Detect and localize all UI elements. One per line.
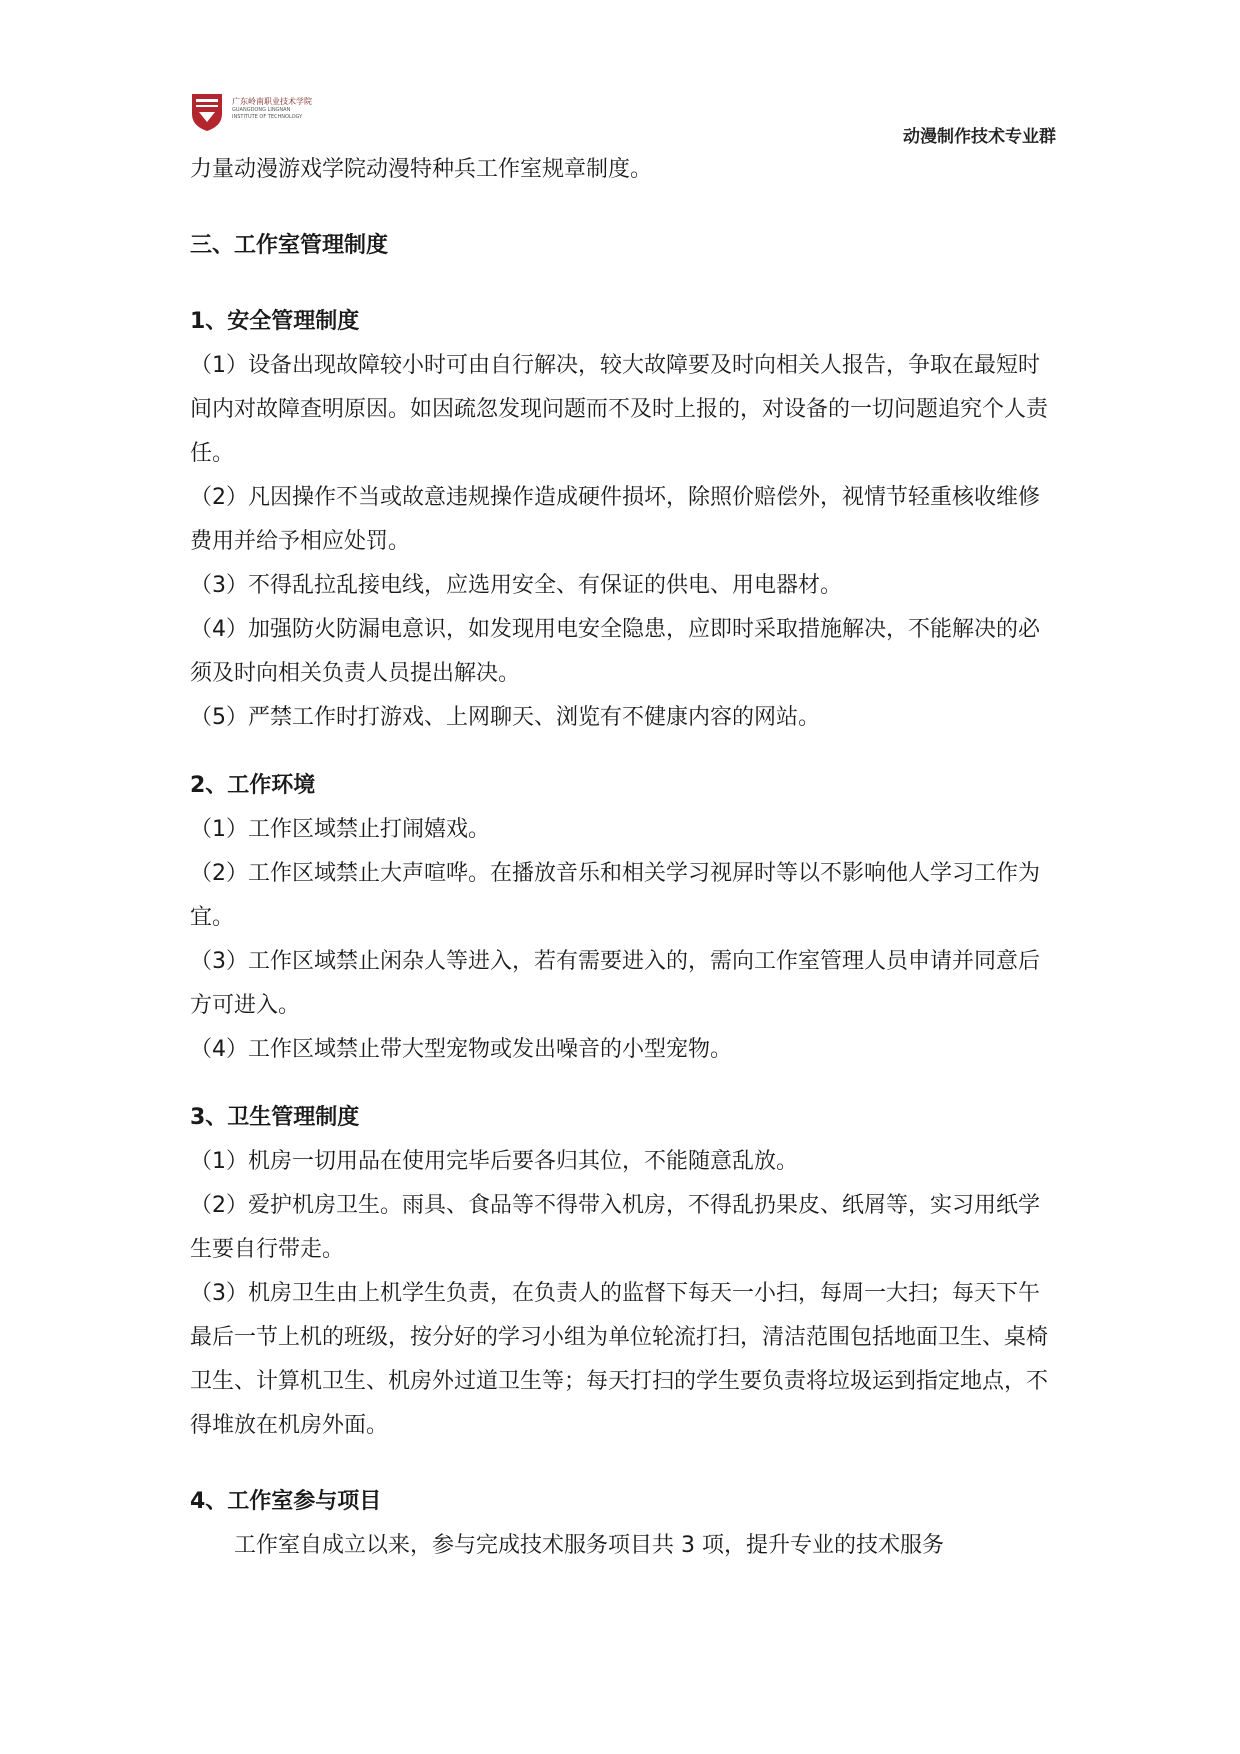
list-item: （4）加强防火防漏电意识，如发现用电安全隐患，应即时采取措施解决，不能解决的必须及时向相关负责人员提出解决。: [190, 617, 1040, 686]
list-item: （3）机房卫生由上机学生负责，在负责人的监督下每天一小扫，每周一大扫；每天下午最后一节上机的班级，按分好的学习小组为单位轮流打扫，清洁范围包括地面卫生、桌椅卫生、计算机卫生、机房外过道卫生等；每天打扫的学生要负责将垃圾运到指定地点，不得堆放在机房外面。: [190, 1281, 1049, 1438]
list-item: （2）工作区域禁止大声喧哗。在播放音乐和相关学习视屏时等以不影响他人学习工作为宜。: [190, 861, 1040, 930]
list-item: （3）不得乱拉乱接电线，应选用安全、有保证的供电、用电器材。: [190, 573, 842, 598]
shield-logo-icon: [190, 92, 224, 132]
subsection-heading-hygiene: 3、卫生管理制度: [190, 1105, 360, 1130]
section-heading: 三、工作室管理制度: [190, 233, 389, 258]
list-item: （1）设备出现故障较小时可由自行解决，较大故障要及时向相关人报告，争取在最短时间内对故障查明原因。如因疏忽发现问题而不及时上报的，对设备的一切问题追究个人责任。: [190, 353, 1049, 466]
school-logo: [190, 92, 330, 132]
subsection-heading-environment: 2、工作环境: [190, 773, 316, 798]
list-item: （5）严禁工作时打游戏、上网聊天、浏览有不健康内容的网站。: [190, 705, 820, 730]
logo-english-name: GUANGDONG LINGNAN INSTITUTE OF TECHNOLOGY: [232, 107, 303, 120]
list-item: （4）工作区域禁止带大型宠物或发出噪音的小型宠物。: [190, 1037, 732, 1062]
paragraph: 工作室自成立以来，参与完成技术服务项目共 3 项，提升专业的技术服务: [234, 1533, 944, 1558]
document-body: [190, 148, 1060, 1568]
intro-line: 力量动漫游戏学院动漫特种兵工作室规章制度。: [190, 157, 653, 182]
list-item: （1）工作区域禁止打闹嬉戏。: [190, 817, 490, 842]
list-item: （1）机房一切用品在使用完毕后要各归其位，不能随意乱放。: [190, 1149, 798, 1174]
list-item: （2）爱护机房卫生。雨具、食品等不得带入机房，不得乱扔果皮、纸屑等，实习用纸学生要自行带走。: [190, 1193, 1040, 1262]
subsection-heading-safety: 1、安全管理制度: [190, 309, 360, 334]
list-item: （3）工作区域禁止闲杂人等进入，若有需要进入的，需向工作室管理人员申请并同意后方可进入。: [190, 949, 1040, 1018]
header-title: 动漫制作技术专业群: [903, 127, 1056, 147]
logo-chinese-name: 广东岭南职业技术学院: [232, 97, 312, 106]
subsection-heading-projects: 4、工作室参与项目: [190, 1489, 382, 1514]
list-item: （2）凡因操作不当或故意违规操作造成硬件损坏，除照价赔偿外，视情节轻重核收维修费用并给予相应处罚。: [190, 485, 1040, 554]
